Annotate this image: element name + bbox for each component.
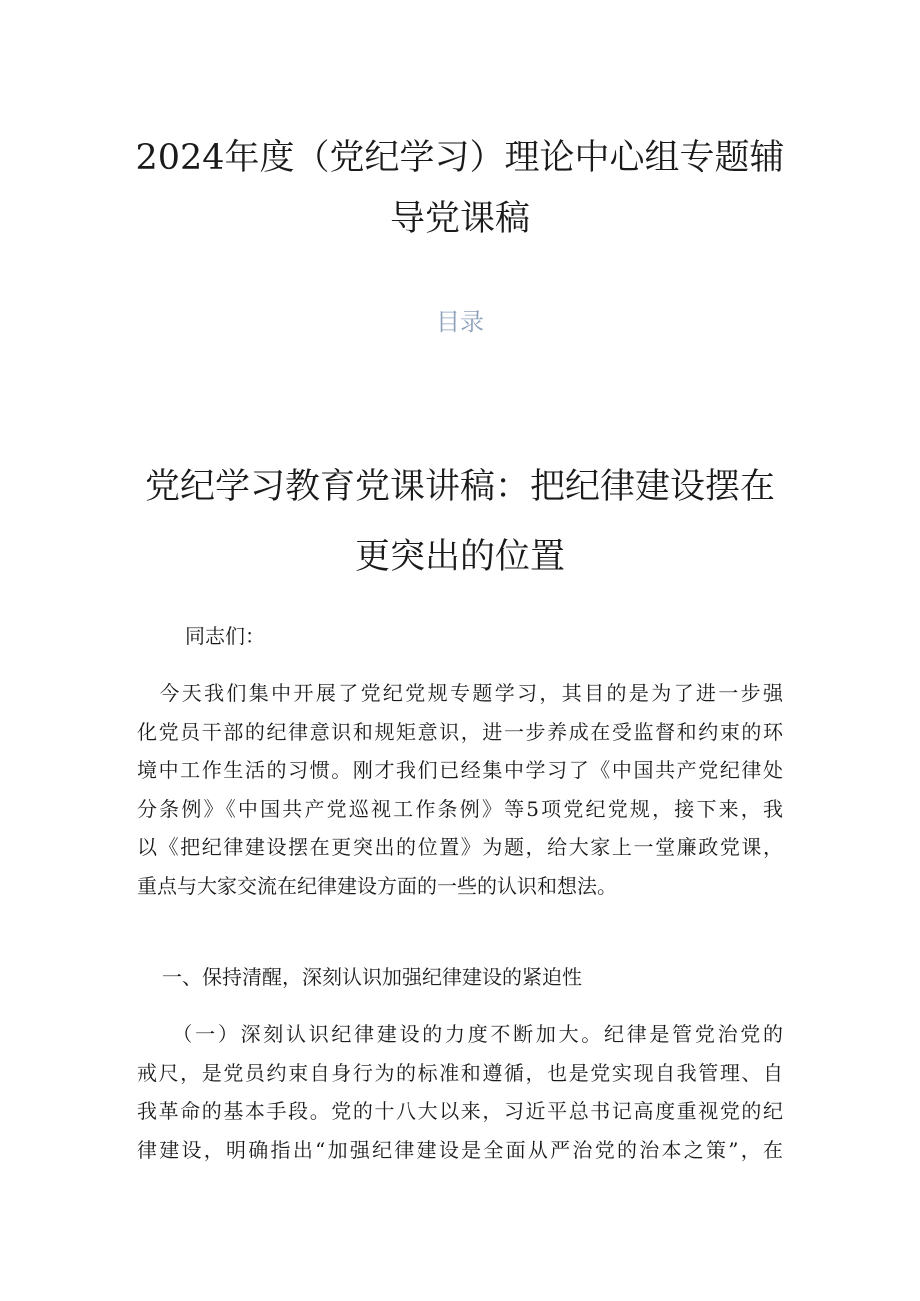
paragraph-line: 今天我们集中开展了党纪党规专题学习，其目的是为了进一步强	[137, 681, 783, 705]
paragraph-line: （一）深刻认识纪律建设的力度不断加大。纪律是管党治党的	[137, 1022, 783, 1046]
document-title-line-2: 导党课稿	[389, 199, 530, 239]
section-title	[110, 452, 810, 592]
paragraph-line: 律建设，明确指出“加强纪律建设是全面从严治党的治本之策”，在	[137, 1137, 783, 1162]
paragraph-line: 分条例》《中国共产党巡视工作条例》等5项党纪党规，接下来，我	[137, 796, 783, 821]
toc-heading[interactable]: 目录	[436, 308, 484, 336]
greeting: 同志们：	[185, 624, 265, 648]
document-title-line-1: 2024年度（党纪学习）理论中心组专题辅	[135, 138, 785, 178]
section-title-line-2: 更突出的位置	[354, 537, 565, 577]
paragraph-line: 我革命的基本手段。党的十八大以来，习近平总书记高度重视党的纪	[137, 1099, 783, 1124]
section-title-line-1: 党纪学习教育党课讲稿：把纪律建设摆在	[144, 467, 775, 507]
paragraph-line: 化党员干部的纪律意识和规矩意识，进一步养成在受监督和约束的环	[137, 719, 783, 744]
paragraph-intro	[137, 674, 783, 906]
paragraph-section-one	[137, 1015, 783, 1169]
subheading-one: 一、保持清醒，深刻认识加强纪律建设的紧迫性	[162, 965, 582, 989]
paragraph-line: 重点与大家交流在纪律建设方面的一些的认识和想法。	[137, 873, 617, 898]
paragraph-line: 境中工作生活的习惯。刚才我们已经集中学习了《中国共产党纪律处	[137, 758, 783, 783]
document-title	[110, 128, 810, 250]
paragraph-line: 戒尺，是党员约束自身行为的标准和遵循，也是党实现自我管理、自	[137, 1060, 783, 1085]
paragraph-line: 以《把纪律建设摆在更突出的位置》为题，给大家上一堂廉政党课，	[137, 835, 783, 860]
